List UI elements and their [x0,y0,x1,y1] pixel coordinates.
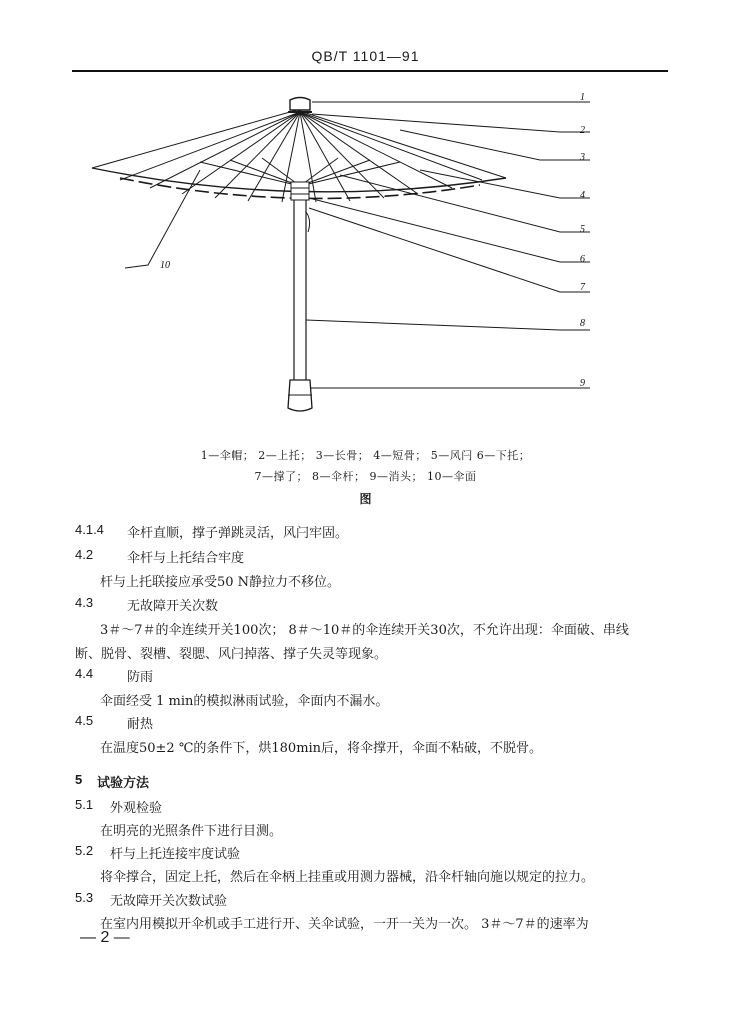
paragraph: 在温度50±2 ℃的条件下，烘180min后，将伞撑开，伞面不粘破，不脱骨。 [100,741,543,756]
section-title: 杆与上托连接牢度试验 [110,847,241,862]
figure-title: 图 [359,492,372,506]
section-number: 4.1.4 [75,522,104,537]
callout-1: 1 [580,92,585,103]
standard-code: QB/T 1101—91 [311,48,420,64]
callout-8: 8 [580,318,585,329]
callout-7: 7 [580,282,585,293]
section-title: 无故障开关次数试验 [110,894,228,909]
callout-9: 9 [580,378,585,389]
page-number: — 2 — [80,929,130,946]
section-title: 耐热 [127,717,154,732]
callout-4: 4 [580,190,585,201]
paragraph: 将伞撑合，固定上托，然后在伞柄上挂重或用测力器械，沿伞杆轴向施以规定的拉力。 [100,870,595,885]
section-number: 4.4 [75,666,94,681]
section-title: 防雨 [127,670,154,685]
section-number: 5.3 [75,890,94,905]
paragraph: 在明亮的光照条件下进行目测。 [100,824,283,839]
section-number: 5 [75,772,83,787]
paragraph: 3＃～7＃的伞连续开关100次； 8＃～10＃的伞连续开关30次，不允许出现：伞面破、串线 [100,623,629,638]
section-number: 4.3 [75,595,94,610]
callout-6: 6 [580,254,585,265]
callout-3: 3 [580,152,585,163]
paragraph: 杆与上托联接应承受50 N静拉力不移位。 [100,575,341,590]
callout-2: 2 [580,125,585,136]
callout-5: 5 [580,224,585,235]
section-heading: 试验方法 [97,776,150,791]
figure-legend-line-1: 1—伞帽； 2—上托； 3—长骨； 4—短骨； 5—风闩 6—下托； [200,449,531,462]
section-number: 5.1 [75,797,94,812]
section-number: 4.5 [75,713,94,728]
section-title: 外观检验 [110,801,163,816]
umbrella-figure [0,0,731,470]
paragraph: 在室内用模拟开伞机或手工进行开、关伞试验，一开一关为一次。 3＃～7＃的速率为 [100,917,589,932]
paragraph: 伞杆直顺，撑子弹跳灵活，风闩牢固。 [127,526,349,541]
callout-10: 10 [160,260,170,271]
section-title: 伞杆与上托结合牢度 [127,551,245,566]
section-number: 4.2 [75,547,94,562]
section-number: 5.2 [75,843,94,858]
figure-legend-line-2: 7—撑了； 8—伞杆； 9—消头； 10—伞面 [254,470,477,483]
paragraph-continued: 断、脱骨、裂槽、裂腮、风闩掉落、撑子失灵等现象。 [75,647,388,662]
paragraph: 伞面经受 1 min的模拟淋雨试验，伞面内不漏水。 [100,694,389,709]
section-title: 无故障开关次数 [127,599,219,614]
